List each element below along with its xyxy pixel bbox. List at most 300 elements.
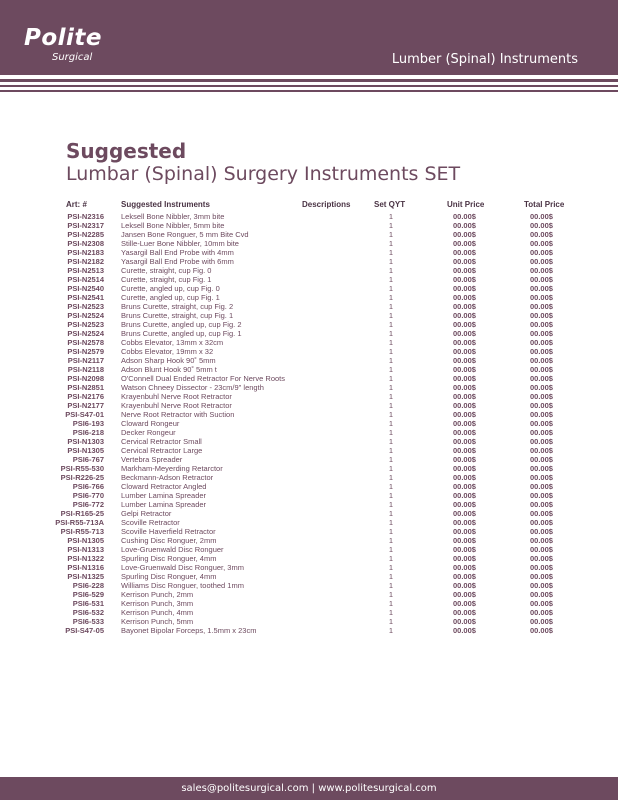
item-art-number: PSI6-218 bbox=[72, 428, 104, 437]
table-row bbox=[0, 284, 618, 293]
item-art-number: PSI-N2514 bbox=[67, 275, 104, 284]
item-unit-price: 00.00$ bbox=[453, 419, 476, 428]
item-unit-price: 00.00$ bbox=[453, 482, 476, 491]
item-name: Kerrison Punch, 3mm bbox=[121, 599, 194, 608]
table-row bbox=[0, 455, 618, 464]
item-art-number: PSI-R226-25 bbox=[60, 473, 104, 482]
item-art-number: PSI-N2182 bbox=[67, 257, 104, 266]
item-qty: 1 bbox=[388, 221, 394, 230]
item-art-number: PSI-N1305 bbox=[67, 446, 104, 455]
item-total-price: 00.00$ bbox=[530, 464, 553, 473]
item-unit-price: 00.00$ bbox=[453, 401, 476, 410]
table-row bbox=[0, 509, 618, 518]
item-name: Curette, angled up, cup Fig. 0 bbox=[121, 284, 220, 293]
item-art-number: PSI-N2285 bbox=[67, 230, 104, 239]
item-name: Kerrison Punch, 5mm bbox=[121, 617, 194, 626]
item-name: Leksell Bone Nibbler, 5mm bite bbox=[121, 221, 225, 230]
item-name: Kerrison Punch, 2mm bbox=[121, 590, 194, 599]
item-name: Bruns Curette, straight, cup Fig. 1 bbox=[121, 311, 234, 320]
header-stripe bbox=[0, 79, 618, 82]
table-row bbox=[0, 221, 618, 230]
item-qty: 1 bbox=[388, 320, 394, 329]
item-art-number: PSI-N2117 bbox=[67, 356, 104, 365]
item-name: Yasargil Ball End Probe with 6mm bbox=[121, 257, 234, 266]
table-row bbox=[0, 302, 618, 311]
item-art-number: PSI-R55-530 bbox=[60, 464, 104, 473]
table-row bbox=[0, 419, 618, 428]
item-unit-price: 00.00$ bbox=[453, 221, 476, 230]
item-unit-price: 00.00$ bbox=[453, 392, 476, 401]
item-art-number: PSI-S47-01 bbox=[65, 410, 104, 419]
item-total-price: 00.00$ bbox=[530, 374, 553, 383]
item-total-price: 00.00$ bbox=[530, 590, 553, 599]
table-row bbox=[0, 536, 618, 545]
item-art-number: PSI-N2540 bbox=[67, 284, 104, 293]
item-qty: 1 bbox=[388, 617, 394, 626]
item-total-price: 00.00$ bbox=[530, 554, 553, 563]
item-unit-price: 00.00$ bbox=[453, 455, 476, 464]
item-name: Love-Gruenwald Disc Ronguer, 3mm bbox=[121, 563, 244, 572]
item-qty: 1 bbox=[388, 374, 394, 383]
item-unit-price: 00.00$ bbox=[453, 338, 476, 347]
table-row bbox=[0, 257, 618, 266]
table-row bbox=[0, 266, 618, 275]
item-total-price: 00.00$ bbox=[530, 257, 553, 266]
item-name: Scoville Retractor bbox=[121, 518, 180, 527]
item-total-price: 00.00$ bbox=[530, 239, 553, 248]
table-row bbox=[0, 410, 618, 419]
table-row bbox=[0, 239, 618, 248]
item-unit-price: 00.00$ bbox=[453, 311, 476, 320]
item-qty: 1 bbox=[388, 608, 394, 617]
item-unit-price: 00.00$ bbox=[453, 509, 476, 518]
item-name: Spurling Disc Ronguer, 4mm bbox=[121, 554, 217, 563]
item-name: Curette, straight, cup Fig. 1 bbox=[121, 275, 212, 284]
item-unit-price: 00.00$ bbox=[453, 464, 476, 473]
item-name: Stille-Luer Bone Nibbler, 10mm bite bbox=[121, 239, 239, 248]
item-art-number: PSI-N2118 bbox=[67, 365, 104, 374]
item-total-price: 00.00$ bbox=[530, 320, 553, 329]
item-qty: 1 bbox=[388, 401, 394, 410]
item-qty: 1 bbox=[388, 455, 394, 464]
table-row bbox=[0, 590, 618, 599]
item-name: Bruns Curette, straight, cup Fig. 2 bbox=[121, 302, 234, 311]
item-qty: 1 bbox=[388, 545, 394, 554]
page-header bbox=[0, 0, 618, 75]
item-name: Williams Disc Ronguer, toothed 1mm bbox=[121, 581, 244, 590]
item-total-price: 00.00$ bbox=[530, 608, 553, 617]
item-art-number: PSI-N2316 bbox=[67, 212, 104, 221]
item-unit-price: 00.00$ bbox=[453, 545, 476, 554]
item-qty: 1 bbox=[388, 356, 394, 365]
item-qty: 1 bbox=[388, 437, 394, 446]
item-art-number: PSI-N2579 bbox=[67, 347, 104, 356]
item-art-number: PSI-N2523 bbox=[67, 302, 104, 311]
item-art-number: PSI6-193 bbox=[72, 419, 104, 428]
item-art-number: PSI-N1322 bbox=[67, 554, 104, 563]
item-art-number: PSI-R55-713 bbox=[60, 527, 104, 536]
item-unit-price: 00.00$ bbox=[453, 572, 476, 581]
item-total-price: 00.00$ bbox=[530, 302, 553, 311]
item-unit-price: 00.00$ bbox=[453, 527, 476, 536]
item-art-number: PSI-N2098 bbox=[67, 374, 104, 383]
table-row bbox=[0, 437, 618, 446]
table-row bbox=[0, 293, 618, 302]
table-row bbox=[0, 347, 618, 356]
item-art-number: PSI6-531 bbox=[72, 599, 104, 608]
item-qty: 1 bbox=[388, 446, 394, 455]
table-row bbox=[0, 491, 618, 500]
item-unit-price: 00.00$ bbox=[453, 257, 476, 266]
item-name: Krayenbuhl Nerve Root Retractor bbox=[121, 401, 232, 410]
table-row bbox=[0, 518, 618, 527]
item-unit-price: 00.00$ bbox=[453, 554, 476, 563]
item-qty: 1 bbox=[388, 365, 394, 374]
item-unit-price: 00.00$ bbox=[453, 437, 476, 446]
item-total-price: 00.00$ bbox=[530, 491, 553, 500]
item-qty: 1 bbox=[388, 590, 394, 599]
item-qty: 1 bbox=[388, 338, 394, 347]
item-unit-price: 00.00$ bbox=[453, 383, 476, 392]
item-total-price: 00.00$ bbox=[530, 221, 553, 230]
item-name: Lumber Lamina Spreader bbox=[121, 491, 207, 500]
item-unit-price: 00.00$ bbox=[453, 599, 476, 608]
item-total-price: 00.00$ bbox=[530, 536, 553, 545]
item-total-price: 00.00$ bbox=[530, 437, 553, 446]
table-row bbox=[0, 464, 618, 473]
item-total-price: 00.00$ bbox=[530, 446, 553, 455]
item-art-number: PSI-N2513 bbox=[67, 266, 104, 275]
item-unit-price: 00.00$ bbox=[453, 266, 476, 275]
item-art-number: PSI-N1303 bbox=[67, 437, 104, 446]
table-row bbox=[0, 473, 618, 482]
item-qty: 1 bbox=[388, 572, 394, 581]
item-qty: 1 bbox=[388, 392, 394, 401]
item-total-price: 00.00$ bbox=[530, 527, 553, 536]
item-name: Adson Blunt Hook 90˚ 5mm t bbox=[121, 365, 217, 374]
item-unit-price: 00.00$ bbox=[453, 473, 476, 482]
item-total-price: 00.00$ bbox=[530, 284, 553, 293]
table-row bbox=[0, 311, 618, 320]
item-art-number: PSI-N2851 bbox=[67, 383, 104, 392]
column-header-total-price: Total Price bbox=[524, 200, 565, 209]
item-qty: 1 bbox=[388, 239, 394, 248]
item-unit-price: 00.00$ bbox=[453, 320, 476, 329]
item-art-number: PSI-N1305 bbox=[67, 536, 104, 545]
item-qty: 1 bbox=[388, 581, 394, 590]
item-qty: 1 bbox=[388, 302, 394, 311]
item-total-price: 00.00$ bbox=[530, 518, 553, 527]
item-art-number: PSI-N2317 bbox=[67, 221, 104, 230]
item-unit-price: 00.00$ bbox=[453, 347, 476, 356]
table-row bbox=[0, 500, 618, 509]
item-qty: 1 bbox=[388, 266, 394, 275]
item-unit-price: 00.00$ bbox=[453, 212, 476, 221]
item-qty: 1 bbox=[388, 536, 394, 545]
table-row bbox=[0, 248, 618, 257]
item-name: Vertebra Spreader bbox=[121, 455, 183, 464]
item-name: O'Connell Dual Ended Retractor For Nerve Roots bbox=[121, 374, 286, 383]
item-art-number: PSI-N2578 bbox=[67, 338, 104, 347]
table-row bbox=[0, 338, 618, 347]
item-unit-price: 00.00$ bbox=[453, 446, 476, 455]
item-total-price: 00.00$ bbox=[530, 626, 553, 635]
item-name: Scoville Haverfield Retractor bbox=[121, 527, 216, 536]
item-art-number: PSI-N1316 bbox=[67, 563, 104, 572]
item-qty: 1 bbox=[388, 626, 394, 635]
table-row bbox=[0, 572, 618, 581]
item-unit-price: 00.00$ bbox=[453, 365, 476, 374]
brand-logo[interactable] bbox=[24, 25, 103, 63]
item-unit-price: 00.00$ bbox=[453, 626, 476, 635]
item-art-number: PSI6-228 bbox=[72, 581, 104, 590]
item-total-price: 00.00$ bbox=[530, 248, 553, 257]
item-qty: 1 bbox=[388, 275, 394, 284]
item-qty: 1 bbox=[388, 500, 394, 509]
item-qty: 1 bbox=[388, 473, 394, 482]
item-qty: 1 bbox=[388, 212, 394, 221]
header-stripe bbox=[0, 90, 618, 92]
item-qty: 1 bbox=[388, 464, 394, 473]
page-title: Lumbar (Spinal) Surgery Instruments SET bbox=[66, 163, 461, 185]
item-unit-price: 00.00$ bbox=[453, 590, 476, 599]
instrument-table bbox=[0, 212, 618, 635]
item-name: Krayenbuhl Nerve Root Retractor bbox=[121, 392, 232, 401]
item-art-number: PSI-R165-25 bbox=[60, 509, 104, 518]
column-header-qty: Set QYT bbox=[374, 200, 406, 209]
item-qty: 1 bbox=[388, 428, 394, 437]
item-qty: 1 bbox=[388, 554, 394, 563]
table-row bbox=[0, 581, 618, 590]
table-row bbox=[0, 554, 618, 563]
item-art-number: PSI-N2524 bbox=[67, 329, 104, 338]
item-total-price: 00.00$ bbox=[530, 455, 553, 464]
item-art-number: PSI-S47-05 bbox=[65, 626, 104, 635]
item-name: Bruns Curette, angled up, cup Fig. 1 bbox=[121, 329, 242, 338]
item-qty: 1 bbox=[388, 248, 394, 257]
item-qty: 1 bbox=[388, 410, 394, 419]
item-name: Cobbs Elevator, 13mm x 32cm bbox=[121, 338, 224, 347]
item-name: Love-Gruenwald Disc Ronguer bbox=[121, 545, 224, 554]
item-unit-price: 00.00$ bbox=[453, 581, 476, 590]
item-total-price: 00.00$ bbox=[530, 212, 553, 221]
table-row bbox=[0, 401, 618, 410]
item-total-price: 00.00$ bbox=[530, 419, 553, 428]
item-qty: 1 bbox=[388, 563, 394, 572]
item-total-price: 00.00$ bbox=[530, 311, 553, 320]
table-row bbox=[0, 356, 618, 365]
item-total-price: 00.00$ bbox=[530, 500, 553, 509]
item-unit-price: 00.00$ bbox=[453, 617, 476, 626]
item-name: Bruns Curette, angled up, cup Fig. 2 bbox=[121, 320, 242, 329]
item-name: Gelpi Retractor bbox=[121, 509, 172, 518]
item-name: Decker Rongeur bbox=[121, 428, 176, 437]
item-total-price: 00.00$ bbox=[530, 401, 553, 410]
item-art-number: PSI-N2183 bbox=[67, 248, 104, 257]
table-row bbox=[0, 212, 618, 221]
item-name: Cervical Retractor Large bbox=[121, 446, 203, 455]
item-total-price: 00.00$ bbox=[530, 617, 553, 626]
item-qty: 1 bbox=[388, 230, 394, 239]
item-total-price: 00.00$ bbox=[530, 509, 553, 518]
item-art-number: PSI6-533 bbox=[72, 617, 104, 626]
item-unit-price: 00.00$ bbox=[453, 518, 476, 527]
table-row bbox=[0, 599, 618, 608]
item-art-number: PSI-N1325 bbox=[67, 572, 104, 581]
item-qty: 1 bbox=[388, 383, 394, 392]
table-row bbox=[0, 608, 618, 617]
item-unit-price: 00.00$ bbox=[453, 248, 476, 257]
table-row bbox=[0, 626, 618, 635]
item-name: Jansen Bone Ronguer, 5 mm Bite Cvd bbox=[121, 230, 249, 239]
item-qty: 1 bbox=[388, 482, 394, 491]
table-row bbox=[0, 329, 618, 338]
item-unit-price: 00.00$ bbox=[453, 329, 476, 338]
item-unit-price: 00.00$ bbox=[453, 536, 476, 545]
item-art-number: PSI6-529 bbox=[72, 590, 104, 599]
item-art-number: PSI-N2177 bbox=[67, 401, 104, 410]
item-total-price: 00.00$ bbox=[530, 338, 553, 347]
item-unit-price: 00.00$ bbox=[453, 563, 476, 572]
item-name: Cobbs Elevator, 19mm x 32 bbox=[121, 347, 214, 356]
item-art-number: PSI-N2541 bbox=[67, 293, 104, 302]
table-row bbox=[0, 563, 618, 572]
item-qty: 1 bbox=[388, 284, 394, 293]
table-row bbox=[0, 365, 618, 374]
item-unit-price: 00.00$ bbox=[453, 500, 476, 509]
item-total-price: 00.00$ bbox=[530, 293, 553, 302]
item-name: Leksell Bone Nibbler, 3mm bite bbox=[121, 212, 225, 221]
item-name: Cushing Disc Ronguer, 2mm bbox=[121, 536, 217, 545]
item-unit-price: 00.00$ bbox=[453, 275, 476, 284]
table-row bbox=[0, 392, 618, 401]
item-unit-price: 00.00$ bbox=[453, 302, 476, 311]
item-total-price: 00.00$ bbox=[530, 347, 553, 356]
item-total-price: 00.00$ bbox=[530, 275, 553, 284]
header-stripe bbox=[0, 85, 618, 87]
item-name: Curette, angled up, cup Fig. 1 bbox=[121, 293, 220, 302]
item-name: Cloward Retractor Angled bbox=[121, 482, 207, 491]
item-total-price: 00.00$ bbox=[530, 428, 553, 437]
item-art-number: PSI6-767 bbox=[72, 455, 104, 464]
item-qty: 1 bbox=[388, 419, 394, 428]
column-header-descriptions: Descriptions bbox=[302, 200, 351, 209]
item-art-number: PSI-N2176 bbox=[67, 392, 104, 401]
item-unit-price: 00.00$ bbox=[453, 491, 476, 500]
item-total-price: 00.00$ bbox=[530, 329, 553, 338]
brand-name: Polite bbox=[24, 25, 103, 51]
item-name: Bayonet Bipolar Forceps, 1.5mm x 23cm bbox=[121, 626, 257, 635]
item-unit-price: 00.00$ bbox=[453, 356, 476, 365]
section-label: Suggested bbox=[66, 139, 187, 163]
item-total-price: 00.00$ bbox=[530, 599, 553, 608]
item-art-number: PSI6-770 bbox=[72, 491, 104, 500]
item-qty: 1 bbox=[388, 509, 394, 518]
brand-sub: Surgical bbox=[52, 52, 93, 63]
item-qty: 1 bbox=[388, 527, 394, 536]
item-name: Markham-Meyerding Retarctor bbox=[121, 464, 223, 473]
item-qty: 1 bbox=[388, 329, 394, 338]
item-name: Kerrison Punch, 4mm bbox=[121, 608, 194, 617]
item-name: Spurling Disc Ronguer, 4mm bbox=[121, 572, 217, 581]
item-qty: 1 bbox=[388, 491, 394, 500]
item-art-number: PSI-N2524 bbox=[67, 311, 104, 320]
table-row bbox=[0, 545, 618, 554]
column-header-art: Art: # bbox=[66, 200, 87, 209]
table-row bbox=[0, 374, 618, 383]
item-name: Lumber Lamina Spreader bbox=[121, 500, 207, 509]
item-art-number: PSI6-772 bbox=[72, 500, 104, 509]
item-total-price: 00.00$ bbox=[530, 230, 553, 239]
item-name: Cloward Rongeur bbox=[121, 419, 180, 428]
table-row bbox=[0, 428, 618, 437]
item-unit-price: 00.00$ bbox=[453, 293, 476, 302]
table-row bbox=[0, 230, 618, 239]
item-qty: 1 bbox=[388, 599, 394, 608]
item-art-number: PSI6-532 bbox=[72, 608, 104, 617]
item-total-price: 00.00$ bbox=[530, 392, 553, 401]
item-unit-price: 00.00$ bbox=[453, 284, 476, 293]
item-name: Adson Sharp Hook 90˚ 5mm bbox=[121, 356, 216, 365]
header-title: Lumber (Spinal) Instruments bbox=[391, 52, 578, 67]
table-row bbox=[0, 617, 618, 626]
item-name: Curette, straight, cup Fig. 0 bbox=[121, 266, 212, 275]
table-row bbox=[0, 527, 618, 536]
item-qty: 1 bbox=[388, 257, 394, 266]
page-footer[interactable]: sales@politesurgical.com | www.politesurgical.com bbox=[0, 777, 618, 800]
item-qty: 1 bbox=[388, 518, 394, 527]
item-name: Yasargil Ball End Probe with 4mm bbox=[121, 248, 234, 257]
table-row bbox=[0, 320, 618, 329]
table-row bbox=[0, 446, 618, 455]
item-total-price: 00.00$ bbox=[530, 581, 553, 590]
item-total-price: 00.00$ bbox=[530, 563, 553, 572]
item-unit-price: 00.00$ bbox=[453, 428, 476, 437]
item-unit-price: 00.00$ bbox=[453, 410, 476, 419]
item-total-price: 00.00$ bbox=[530, 266, 553, 275]
item-unit-price: 00.00$ bbox=[453, 230, 476, 239]
item-total-price: 00.00$ bbox=[530, 473, 553, 482]
item-art-number: PSI6-766 bbox=[72, 482, 104, 491]
item-name: Watson Chneey Dissector - 23cm/9" length bbox=[121, 383, 264, 392]
item-art-number: PSI-N2523 bbox=[67, 320, 104, 329]
item-total-price: 00.00$ bbox=[530, 356, 553, 365]
item-total-price: 00.00$ bbox=[530, 365, 553, 374]
item-qty: 1 bbox=[388, 311, 394, 320]
item-name: Nerve Root Retractor with Suction bbox=[121, 410, 235, 419]
item-name: Beckmann-Adson Retractor bbox=[121, 473, 214, 482]
table-row bbox=[0, 482, 618, 491]
item-name: Cervical Retractor Small bbox=[121, 437, 202, 446]
item-qty: 1 bbox=[388, 347, 394, 356]
item-qty: 1 bbox=[388, 293, 394, 302]
item-total-price: 00.00$ bbox=[530, 482, 553, 491]
item-unit-price: 00.00$ bbox=[453, 374, 476, 383]
item-total-price: 00.00$ bbox=[530, 572, 553, 581]
item-total-price: 00.00$ bbox=[530, 383, 553, 392]
item-total-price: 00.00$ bbox=[530, 545, 553, 554]
item-total-price: 00.00$ bbox=[530, 410, 553, 419]
column-header-unit-price: Unit Price bbox=[447, 200, 485, 209]
table-row bbox=[0, 275, 618, 284]
item-unit-price: 00.00$ bbox=[453, 608, 476, 617]
column-header-instruments: Suggested Instruments bbox=[121, 200, 210, 209]
item-unit-price: 00.00$ bbox=[453, 239, 476, 248]
table-row bbox=[0, 383, 618, 392]
item-art-number: PSI-N2308 bbox=[67, 239, 104, 248]
item-art-number: PSI-N1313 bbox=[67, 545, 104, 554]
item-art-number: PSI-R55-713A bbox=[55, 518, 104, 527]
